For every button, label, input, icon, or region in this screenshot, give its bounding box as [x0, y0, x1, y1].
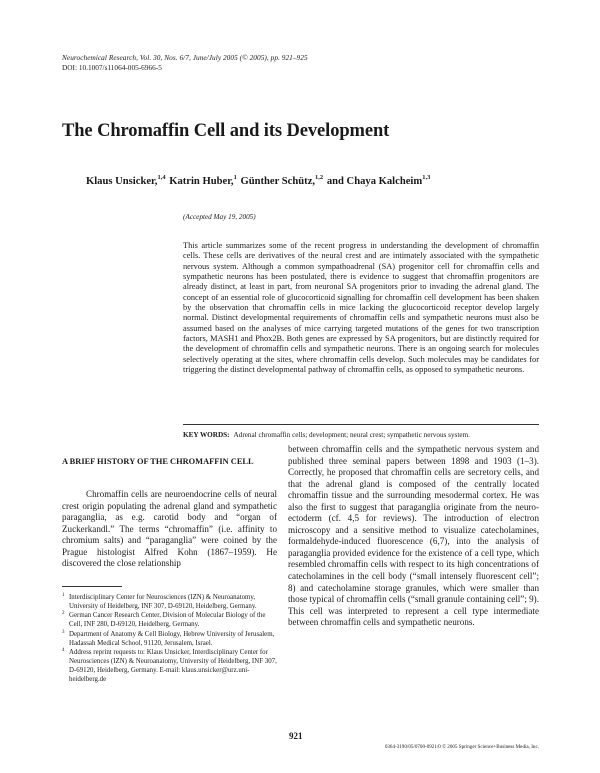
author-name: Günther Schütz,: [240, 176, 316, 187]
footnote-text: Interdisciplinary Center for Neurosciences (IZN) & Neuroanatomy, University of Heidelberg, INF 307, D-69120, Heidelberg, Germany.: [69, 594, 257, 610]
footnote: [62, 594, 277, 612]
accepted-date: (Accepted May 19, 2005): [183, 213, 256, 221]
abstract: This article summarizes some of the recent progress in understanding the development of chromaffin cells. These cells are derivatives of the neural crest and are intimately associated with the sympathetic nervous system. Although a common sympathoadrenal (SA) progenitor cell for chromaffin cells and sympathetic neurons has been postulated, there is evidence to suggest that chromaffin progenitors are already distinct, at least in part, from neuronal SA progenitors prior to invading the adrenal gland. The concept of an essential role of glucocorticoid signalling for chromaffin cell development has been shaken by the observation that chromaffin cells in mice lacking the glucocorticoid receptor develop largely normal. Distinct developmental requirements of chromaffin cells and sympathetic neurons must also be assumed based on the analyses of mice carrying targeted mutations of the genes for two transcription factors, MASH1 and Phox2B. Both genes are expressed by SA progenitors, but are distinctly required for the development of chromaffin cells and sympathetic neurons. There is an ongoing search for molecules selectively operating at the sites, where chromaffin cells develop. Such molecules may be candidates for triggering the distinct developmental pathway of chromaffin cells, as opposed to sympathetic neurons.: [183, 241, 539, 375]
footnote-mark: 2: [62, 611, 65, 617]
footnote: [62, 631, 277, 649]
author-name: and Chaya Kalcheim: [326, 176, 423, 187]
journal-citation: Neurochemical Research, Vol. 30, Nos. 6/7, June/July 2005 (© 2005), pp. 921–925: [62, 53, 308, 62]
body-paragraph-left: Chromaffin cells are neuroendocrine cells of neural crest origin populating the adrenal gland and sympathetic paraganglia, as e.g. carotid body and “organ of Zuckerkandl.” The terms “chromaffin” (i.e. affinity to chromium salts) and “paraganglia” were coined by the Prague histologist Alfred Kohn (1867–1959). He discovered the close relationship: [62, 489, 277, 569]
footnotes: [62, 594, 277, 685]
author-affiliation: 1,2: [315, 174, 324, 181]
keywords: [183, 430, 539, 440]
copyright-line: 0364-3190/05/0700-0921/0 © 2005 Springer Science+Business Media, Inc.: [384, 744, 539, 750]
footnote-rule: [62, 586, 122, 587]
author-affiliation: 1,3: [422, 174, 431, 181]
author-list: [86, 174, 431, 187]
author-affiliation: 1: [233, 174, 237, 181]
section-heading: A BRIEF HISTORY OF THE CHROMAFFIN CELL: [62, 457, 254, 466]
article-title: The Chromaffin Cell and its Development: [62, 121, 390, 141]
body-paragraph-right: between chromaffin cells and the sympathetic nervous system and published three seminal papers between 1898 and 1903 (1–3). Correctly, he proposed that chromaffin cells are secretory cells, and that the adrenal gland is composed of the centrally located chromaffin tissue and the surrounding mesodermal cortex. He was also the first to suggest that paraganglia originate from the neuro-ectoderm (cf. 4,5 for reviews). The introduction of electron microscopy and a sensitive method to visualize catecholamines, formaldehyde-induced fluorescence (6,7), into the analysis of paraganglia provided evidence for the existence of a cell type, which resembled chromaffin cells with respect to its high concentrations of catecholamines in the cell body (“small intensely fluorescent cell”; 8) and catecholamine storage granules, which were smaller than those typical of chromaffin cells (“small granule containing cell”; 9). This cell was interpreted to represent a cell type intermediate between chromaffin cells and sympathetic neurons.: [288, 444, 539, 628]
page-number: 921: [289, 731, 303, 741]
author-name: Klaus Unsicker,: [86, 176, 158, 187]
footnote-text: Department of Anatomy & Cell Biology, Hebrew University of Jerusalem, Hadassah Medical School, 91120, Jerusalem, Israel.: [69, 630, 275, 647]
footnote-mark: 3: [62, 629, 65, 635]
footnote-text: German Cancer Research Center, Division of Molecular Biology of the Cell, INF 280, D-69120, Heidelberg, Germany.: [69, 612, 266, 629]
keywords-divider: [183, 424, 539, 425]
keywords-label: KEY WORDS:: [183, 431, 230, 439]
doi[interactable]: DOI: 10.1007/s11064-005-6966-5: [62, 63, 162, 72]
footnote-mark: 1: [62, 593, 65, 598]
author-name: Katrin Huber,: [169, 176, 234, 187]
footnote: [62, 612, 277, 630]
footnote: [62, 649, 277, 685]
author-affiliation: 1,4: [157, 174, 166, 181]
footnote-mark: 4: [62, 647, 65, 653]
keywords-text: Adrenal chromaffin cells; development; neural crest; sympathetic nervous system.: [233, 431, 470, 439]
footnote-text: Address reprint requests to: Klaus Unsicker, Interdisciplinary Center for Neurosciences (IZN) & Neuroanatomy, University of Heidelberg, INF 307, D-69120, Heidelberg, Germany. E-mail: klaus.unsicker@urz.uni-heidelberg.de: [69, 648, 277, 683]
